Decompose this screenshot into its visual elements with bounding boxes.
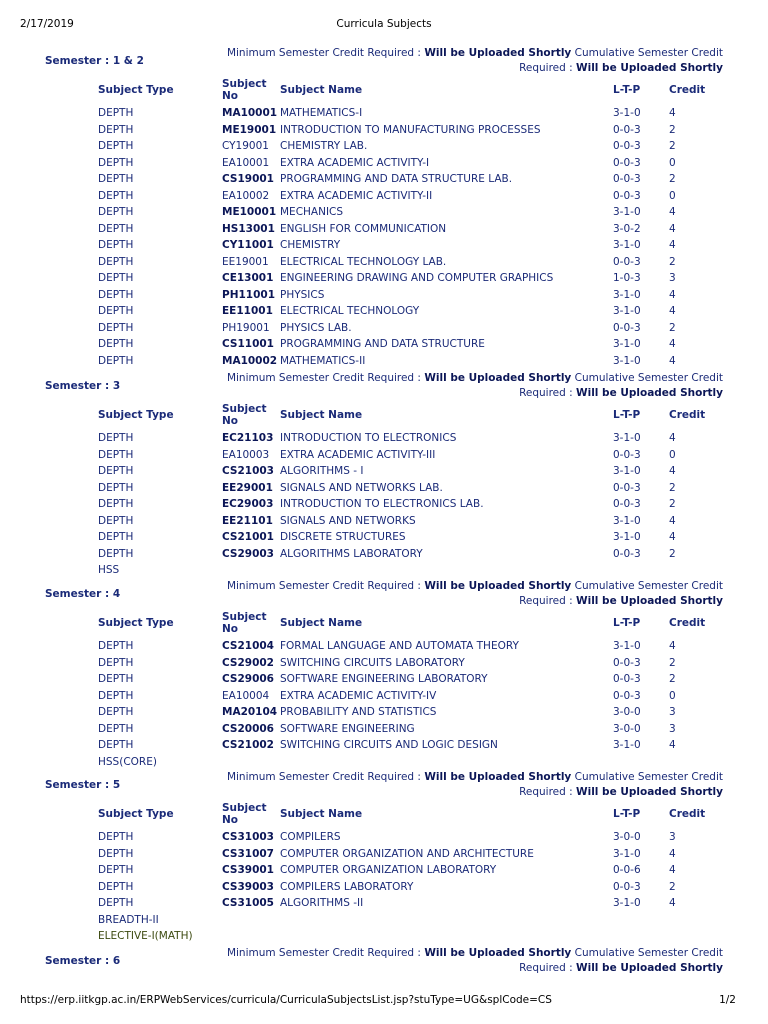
subject-type: DEPTH (98, 897, 134, 909)
table-row (0, 272, 768, 289)
table-row (0, 706, 768, 723)
subject-type: DEPTH (98, 255, 134, 268)
column-header-ltp: L-T-P (613, 409, 641, 421)
subject-type: DEPTH (98, 864, 134, 876)
subject-no: ME19001 (222, 123, 277, 136)
table-row (0, 881, 768, 898)
subject-ltp: 0-0-3 (613, 547, 641, 560)
subject-no: CS31007 (222, 847, 274, 860)
column-header-subject-no: Subject No (222, 802, 267, 826)
subject-no: CY11001 (222, 239, 274, 251)
subject-type: DEPTH (98, 140, 134, 152)
subject-credit: 2 (669, 255, 676, 268)
subject-type: DEPTH (98, 321, 134, 334)
subject-ltp: 3-0-2 (613, 222, 641, 235)
subject-no: EC29003 (222, 498, 274, 510)
subject-no: CE13001 (222, 272, 274, 284)
subject-name: FORMAL LANGUAGE AND AUTOMATA THEORY (280, 640, 519, 652)
column-header-subject-name: Subject Name (280, 808, 363, 820)
subject-no: PH11001 (222, 288, 276, 301)
table-row (0, 157, 768, 174)
page-url[interactable]: https://erp.iitkgp.ac.in/ERPWebServices/curricula/CurriculaSubjectsList.jsp?stuType=UG&splCode=CS (20, 994, 552, 1006)
table-row (0, 223, 768, 240)
subject-type: DEPTH (98, 514, 134, 527)
subject-ltp: 3-1-0 (613, 531, 641, 543)
subject-ltp: 0-0-6 (613, 864, 641, 876)
subject-ltp: 0-0-3 (613, 481, 641, 494)
subject-type: DEPTH (98, 739, 134, 751)
column-header-ltp: L-T-P (613, 617, 641, 629)
subject-no: PH19001 (222, 321, 270, 334)
column-header-subject-no: Subject No (222, 611, 267, 635)
subject-no: EE29001 (222, 481, 273, 494)
column-header-credit: Credit (669, 808, 706, 820)
subject-credit: 4 (669, 305, 676, 317)
table-row (0, 239, 768, 256)
subject-credit: 4 (669, 465, 676, 477)
subject-type: DEPTH (98, 448, 134, 461)
subject-ltp: 3-1-0 (613, 739, 641, 751)
table-row (0, 305, 768, 322)
min-credit-value: Will be Uploaded Shortly (424, 47, 572, 59)
table-row (0, 657, 768, 674)
subject-name: MATHEMATICS-II (280, 354, 366, 367)
subject-name: PROBABILITY AND STATISTICS (280, 706, 437, 718)
subject-no: MA20104 (222, 706, 278, 718)
subject-ltp: 0-0-3 (613, 448, 641, 461)
subject-type: DEPTH (98, 465, 134, 477)
subject-credit: 2 (669, 673, 676, 685)
subject-ltp: 0-0-3 (613, 173, 641, 185)
subject-no: EA10003 (222, 448, 270, 461)
subject-ltp: 0-0-3 (613, 255, 641, 268)
subject-credit: 3 (669, 722, 676, 735)
subject-name: SIGNALS AND NETWORKS (280, 514, 416, 527)
subject-type: DEPTH (98, 173, 134, 185)
subject-name: INTRODUCTION TO MANUFACTURING PROCESSES (280, 123, 541, 136)
subject-ltp: 3-1-0 (613, 514, 641, 527)
subject-type: DEPTH (98, 189, 134, 202)
subject-credit: 4 (669, 739, 676, 751)
page-number: 1/2 (719, 994, 736, 1006)
subject-name: MECHANICS (280, 206, 344, 218)
subject-credit: 4 (669, 288, 676, 301)
table-row (0, 690, 768, 707)
min-credit-value: Will be Uploaded Shortly (424, 771, 572, 783)
subject-type: DEPTH (98, 722, 134, 735)
subject-type: DEPTH (98, 123, 134, 136)
subject-name: SOFTWARE ENGINEERING (280, 722, 415, 735)
semester-title: Semester : 1 & 2 (45, 55, 144, 67)
subject-type: DEPTH (98, 880, 134, 893)
min-credit-label: Minimum Semester Credit Required : (226, 47, 425, 59)
subject-type: DEPTH (98, 107, 134, 119)
table-row (0, 864, 768, 881)
subject-ltp: 0-0-3 (613, 498, 641, 510)
table-row (0, 107, 768, 124)
subject-credit: 4 (669, 338, 676, 350)
subject-no: CS29006 (222, 673, 274, 685)
subject-credit: 4 (669, 514, 676, 527)
subject-type: DEPTH (98, 656, 134, 669)
subject-name: EXTRA ACADEMIC ACTIVITY-I (280, 156, 430, 169)
subject-no: EE21101 (222, 514, 273, 527)
subject-ltp: 0-0-3 (613, 880, 641, 893)
table-row (0, 256, 768, 273)
column-header-subject-name: Subject Name (280, 84, 363, 96)
subject-ltp: 3-1-0 (613, 847, 641, 860)
subject-name: ALGORITHMS - I (280, 465, 364, 477)
subject-credit: 2 (669, 173, 676, 185)
subject-ltp: 0-0-3 (613, 673, 641, 685)
table-row (0, 173, 768, 190)
subject-type: DEPTH (98, 706, 134, 718)
subject-type: DEPTH (98, 338, 134, 350)
table-row (0, 124, 768, 141)
subject-type: DEPTH (98, 498, 134, 510)
subject-ltp: 3-0-0 (613, 831, 641, 843)
subject-type: DEPTH (98, 640, 134, 652)
category-label: BREADTH-II (98, 913, 159, 926)
subject-name: PROGRAMMING AND DATA STRUCTURE (280, 338, 485, 350)
cumulative-credit-label: Cumulative Semester Credit Required : (519, 771, 723, 798)
subject-no: CS29002 (222, 656, 274, 669)
subject-type: DEPTH (98, 481, 134, 494)
subject-name: EXTRA ACADEMIC ACTIVITY-III (280, 448, 436, 461)
semester-title: Semester : 4 (45, 588, 121, 600)
subject-type: DEPTH (98, 847, 134, 860)
credit-requirement-note (223, 579, 723, 608)
credit-requirement-note (223, 946, 723, 975)
subject-credit: 4 (669, 432, 676, 444)
subject-credit: 2 (669, 498, 676, 510)
subject-no: EA10004 (222, 689, 270, 702)
subject-no: EE11001 (222, 305, 273, 317)
subject-credit: 0 (669, 156, 676, 169)
subject-name: DISCRETE STRUCTURES (280, 531, 406, 543)
table-row (0, 465, 768, 482)
subject-type: DEPTH (98, 156, 134, 169)
table-row (0, 739, 768, 756)
column-header-ltp: L-T-P (613, 808, 641, 820)
subject-type: DEPTH (98, 305, 134, 317)
subject-ltp: 3-1-0 (613, 206, 641, 218)
subject-type: DEPTH (98, 206, 134, 218)
cumulative-credit-value: Will be Uploaded Shortly (576, 386, 723, 399)
subject-ltp: 0-0-3 (613, 656, 641, 669)
table-row (0, 322, 768, 339)
subject-no: EC21103 (222, 432, 274, 444)
subject-credit: 2 (669, 547, 676, 560)
table-row (0, 897, 768, 914)
table-row (0, 432, 768, 449)
column-header-credit: Credit (669, 409, 706, 421)
subject-no: CS11001 (222, 338, 274, 350)
min-credit-value: Will be Uploaded Shortly (424, 947, 572, 959)
table-row (0, 515, 768, 532)
subject-credit: 2 (669, 481, 676, 494)
subject-no: EE19001 (222, 255, 269, 268)
subject-credit: 2 (669, 321, 676, 334)
subject-name: EXTRA ACADEMIC ACTIVITY-II (280, 189, 433, 202)
subject-name: COMPILERS (280, 831, 341, 843)
subject-no: ME10001 (222, 206, 277, 218)
subject-ltp: 3-0-0 (613, 706, 641, 718)
subject-ltp: 0-0-3 (613, 689, 641, 702)
subject-credit: 3 (669, 272, 676, 284)
subject-ltp: 3-1-0 (613, 305, 641, 317)
subject-credit: 4 (669, 640, 676, 652)
min-credit-label: Minimum Semester Credit Required : (226, 372, 425, 384)
column-header-subject-name: Subject Name (280, 409, 363, 421)
min-credit-value: Will be Uploaded Shortly (424, 580, 572, 592)
subject-ltp: 0-0-3 (613, 140, 641, 152)
table-row (0, 723, 768, 740)
subject-ltp: 0-0-3 (613, 321, 641, 334)
subject-ltp: 3-1-0 (613, 107, 641, 119)
subject-credit: 3 (669, 706, 676, 718)
min-credit-label: Minimum Semester Credit Required : (226, 580, 425, 592)
subject-type: DEPTH (98, 673, 134, 685)
column-header-subject-no: Subject No (222, 403, 267, 427)
subject-no: CS21003 (222, 465, 274, 477)
subject-no: HS13001 (222, 222, 275, 235)
subject-no: CS21002 (222, 739, 274, 751)
semester-title: Semester : 6 (45, 955, 121, 967)
table-row (0, 831, 768, 848)
subject-type: DEPTH (98, 354, 134, 367)
subject-credit: 4 (669, 864, 676, 876)
subject-name: ALGORITHMS LABORATORY (280, 547, 423, 560)
column-header-subject-no: Subject No (222, 78, 267, 102)
table-row (0, 449, 768, 466)
subject-credit: 4 (669, 107, 676, 119)
subject-name: SOFTWARE ENGINEERING LABORATORY (280, 673, 488, 685)
column-header-subject-type: Subject Type (98, 808, 174, 820)
cumulative-credit-value: Will be Uploaded Shortly (576, 61, 723, 74)
column-header-subject-type: Subject Type (98, 409, 174, 421)
subject-type: DEPTH (98, 432, 134, 444)
subject-name: MATHEMATICS-I (280, 107, 363, 119)
subject-ltp: 3-1-0 (613, 354, 641, 367)
subject-no: CS31005 (222, 897, 274, 909)
subject-no: CS21004 (222, 640, 274, 652)
cumulative-credit-value: Will be Uploaded Shortly (576, 594, 723, 607)
subject-name: INTRODUCTION TO ELECTRONICS (280, 432, 457, 444)
page-title: Curricula Subjects (336, 18, 432, 30)
subject-credit: 0 (669, 448, 676, 461)
subject-name: ELECTRICAL TECHNOLOGY (280, 305, 420, 317)
column-header-credit: Credit (669, 617, 706, 629)
subject-type: DEPTH (98, 222, 134, 235)
subject-no: CS21001 (222, 531, 274, 543)
subject-ltp: 1-0-3 (613, 272, 641, 284)
table-row (0, 673, 768, 690)
table-row (0, 355, 768, 372)
subject-name: PROGRAMMING AND DATA STRUCTURE LAB. (280, 173, 513, 185)
table-row (0, 338, 768, 355)
subject-no: CS29003 (222, 547, 274, 560)
subject-credit: 2 (669, 140, 676, 152)
table-row (0, 848, 768, 865)
subject-credit: 2 (669, 656, 676, 669)
subject-credit: 4 (669, 531, 676, 543)
subject-credit: 2 (669, 880, 676, 893)
subject-ltp: 3-1-0 (613, 640, 641, 652)
cumulative-credit-label: Cumulative Semester Credit Required : (519, 947, 723, 974)
cumulative-credit-label: Cumulative Semester Credit Required : (519, 47, 723, 74)
subject-credit: 4 (669, 847, 676, 860)
subject-type: DEPTH (98, 831, 134, 843)
semester-title: Semester : 5 (45, 779, 121, 791)
min-credit-label: Minimum Semester Credit Required : (226, 771, 425, 783)
subject-no: MA10001 (222, 107, 278, 119)
subject-name: SWITCHING CIRCUITS LABORATORY (280, 656, 465, 669)
semester-title: Semester : 3 (45, 380, 121, 392)
subject-type: DEPTH (98, 689, 134, 702)
subject-name: CHEMISTRY (280, 239, 341, 251)
cumulative-credit-label: Cumulative Semester Credit Required : (519, 372, 723, 399)
subject-type: DEPTH (98, 547, 134, 560)
category-label: HSS (98, 564, 120, 576)
credit-requirement-note (223, 371, 723, 400)
subject-no: EA10001 (222, 156, 270, 169)
table-row (0, 640, 768, 657)
subject-name: EXTRA ACADEMIC ACTIVITY-IV (280, 689, 437, 702)
subject-ltp: 0-0-3 (613, 156, 641, 169)
subject-name: ENGINEERING DRAWING AND COMPUTER GRAPHICS (280, 272, 554, 284)
subject-no: CS39001 (222, 864, 274, 876)
subject-credit: 4 (669, 206, 676, 218)
subject-name: CHEMISTRY LAB. (280, 140, 368, 152)
subject-ltp: 3-1-0 (613, 897, 641, 909)
subject-ltp: 3-1-0 (613, 465, 641, 477)
subject-name: SWITCHING CIRCUITS AND LOGIC DESIGN (280, 739, 498, 751)
credit-requirement-note (223, 46, 723, 75)
table-row (0, 289, 768, 306)
subject-no: CS19001 (222, 173, 274, 185)
table-row (0, 190, 768, 207)
cumulative-credit-value: Will be Uploaded Shortly (576, 961, 723, 974)
subject-credit: 4 (669, 222, 676, 235)
table-row (0, 482, 768, 499)
table-row (0, 140, 768, 157)
subject-name: COMPUTER ORGANIZATION AND ARCHITECTURE (280, 847, 534, 860)
subject-no: CS39003 (222, 880, 274, 893)
column-header-subject-name: Subject Name (280, 617, 363, 629)
subject-ltp: 3-1-0 (613, 432, 641, 444)
subject-type: DEPTH (98, 288, 134, 301)
subject-name: ELECTRICAL TECHNOLOGY LAB. (280, 255, 447, 268)
min-credit-label: Minimum Semester Credit Required : (226, 947, 425, 959)
table-row (0, 206, 768, 223)
column-header-subject-type: Subject Type (98, 617, 174, 629)
subject-name: PHYSICS LAB. (280, 321, 352, 334)
subject-name: ENGLISH FOR COMMUNICATION (280, 222, 447, 235)
category-label: ELECTIVE-I(MATH) (98, 930, 193, 942)
subject-no: MA10002 (222, 354, 278, 367)
subject-credit: 4 (669, 239, 676, 251)
subject-ltp: 3-0-0 (613, 722, 641, 735)
category-label: HSS(CORE) (98, 755, 157, 768)
subject-name: INTRODUCTION TO ELECTRONICS LAB. (280, 498, 484, 510)
subject-credit: 0 (669, 689, 676, 702)
min-credit-value: Will be Uploaded Shortly (424, 372, 572, 384)
credit-requirement-note (223, 770, 723, 799)
subject-ltp: 0-0-3 (613, 123, 641, 136)
subject-no: CY19001 (222, 140, 269, 152)
page-date: 2/17/2019 (20, 18, 74, 30)
table-row (0, 531, 768, 548)
subject-credit: 4 (669, 354, 676, 367)
subject-credit: 2 (669, 123, 676, 136)
subject-name: PHYSICS (280, 288, 325, 301)
subject-no: CS20006 (222, 722, 274, 735)
cumulative-credit-value: Will be Uploaded Shortly (576, 785, 723, 798)
subject-no: EA10002 (222, 189, 270, 202)
subject-name: SIGNALS AND NETWORKS LAB. (280, 481, 443, 494)
subject-credit: 0 (669, 189, 676, 202)
column-header-ltp: L-T-P (613, 84, 641, 96)
subject-type: DEPTH (98, 531, 134, 543)
subject-name: ALGORITHMS -II (280, 897, 364, 909)
subject-ltp: 3-1-0 (613, 338, 641, 350)
column-header-subject-type: Subject Type (98, 84, 174, 96)
subject-type: DEPTH (98, 272, 134, 284)
subject-no: CS31003 (222, 831, 274, 843)
subject-ltp: 0-0-3 (613, 189, 641, 202)
subject-ltp: 3-1-0 (613, 239, 641, 251)
subject-credit: 4 (669, 897, 676, 909)
subject-ltp: 3-1-0 (613, 288, 641, 301)
subject-name: COMPUTER ORGANIZATION LABORATORY (280, 864, 497, 876)
subject-name: COMPILERS LABORATORY (280, 880, 414, 893)
column-header-credit: Credit (669, 84, 706, 96)
subject-credit: 3 (669, 831, 676, 843)
table-row (0, 548, 768, 565)
table-row (0, 498, 768, 515)
cumulative-credit-label: Cumulative Semester Credit Required : (519, 580, 723, 607)
subject-type: DEPTH (98, 239, 134, 251)
